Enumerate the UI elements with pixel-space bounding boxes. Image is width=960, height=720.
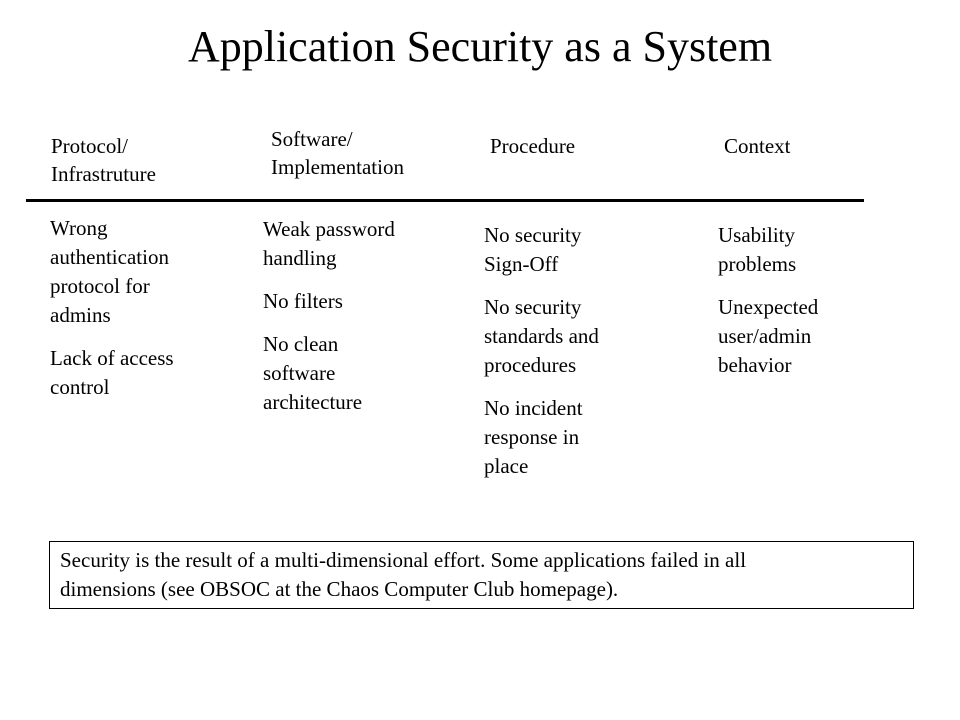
column-protocol [50, 214, 174, 416]
column-software [263, 215, 395, 431]
header-divider [26, 199, 864, 202]
list-item: Lack of access control [50, 346, 174, 399]
list-item: No incident response in place [484, 396, 583, 478]
column-procedure [484, 221, 599, 495]
column-header-context: Context [724, 134, 791, 158]
list-item: Weak password handling [263, 217, 395, 270]
column-context [718, 221, 818, 394]
list-item: No filters [263, 289, 343, 313]
list-item: No security Sign-Off [484, 223, 582, 276]
list-item: No clean software architecture [263, 332, 363, 414]
list-item: Usability problems [718, 223, 797, 276]
list-item: Wrong authentication protocol for admins [50, 216, 169, 327]
slide-title: Application Security as a System [187, 22, 773, 71]
column-header-procedure: Procedure [490, 134, 576, 158]
list-item: No security standards and procedures [484, 295, 599, 377]
column-header-protocol: Protocol/ Infrastruture [51, 134, 156, 186]
summary-note-box: Security is the result of a multi-dimensional effort. Some applications failed in all dimensions (see OBSOC at the Chaos Computer Club homepage). [49, 541, 914, 609]
column-header-software: Software/ Implementation [271, 127, 404, 179]
list-item: Unexpected user/admin behavior [718, 295, 819, 377]
